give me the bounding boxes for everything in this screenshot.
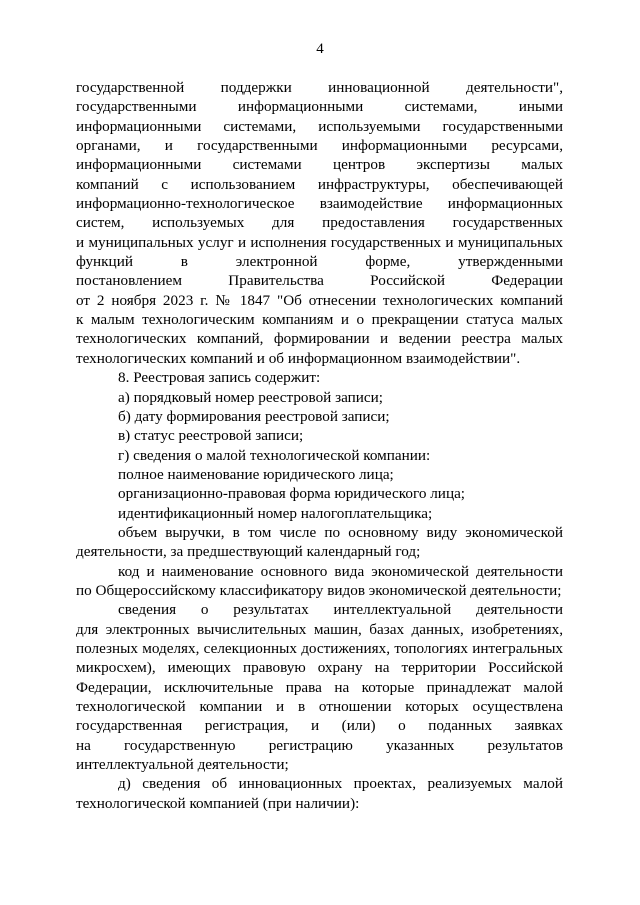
- text-line: микросхем), имеющих правовую охрану на территории Российской: [76, 659, 563, 677]
- text-line: технологической компании и в отношении которых осуществлена: [76, 698, 563, 715]
- list-item: а) порядковый номер реестровой записи;: [118, 388, 383, 406]
- paragraph-item-a: [76, 388, 563, 407]
- text-line: компаний с использованием инфраструктуры, обеспечивающей: [76, 175, 563, 193]
- list-item: организационно-правовая форма юридического лица;: [118, 485, 466, 503]
- text-line: д) сведения об инновационных проектах, реализуемых малой: [118, 775, 563, 793]
- text-line: государственной поддержки инновационной деятельности",: [76, 79, 563, 96]
- text-line: объем выручки, в том числе по основному виду экономической: [118, 523, 563, 541]
- paragraph-clause-8: [76, 368, 563, 387]
- text-line: технологических компаний и об информационном взаимодействии".: [76, 349, 521, 367]
- paragraph-intellectual-property: [76, 600, 563, 774]
- clause-heading: 8. Реестровая запись содержит:: [118, 369, 321, 387]
- text-line: систем, используемых для предоставления государственных: [76, 214, 563, 232]
- text-line: сведения о результатах интеллектуальной деятельности: [118, 601, 563, 619]
- paragraph-continuation: [76, 78, 563, 368]
- text-line: к малым технологическим компаниям и о прекращении статуса малых: [76, 311, 563, 329]
- list-item: полное наименование юридического лица;: [118, 465, 394, 483]
- text-line: по Общероссийскому классификатору видов экономической деятельности;: [76, 581, 562, 599]
- text-line: функций в электронной форме, утвержденными: [76, 253, 563, 271]
- text-line: от 2 ноября 2023 г. № 1847 "Об отнесении технологических компаний: [76, 291, 563, 309]
- list-item: г) сведения о малой технологической компании:: [118, 446, 431, 464]
- paragraph-revenue: [76, 523, 563, 562]
- list-item: в) статус реестровой записи;: [118, 427, 304, 445]
- paragraph-item-g: [76, 446, 563, 465]
- text-line: постановлением Правительства Российской Федерации: [76, 272, 563, 290]
- page-number: 4: [316, 41, 324, 57]
- text-line: органами, и государственными информационными ресурсами,: [76, 137, 563, 155]
- text-line: технологической компанией (при наличии):: [76, 794, 360, 812]
- paragraph-item-b: [76, 407, 563, 426]
- text-line: интеллектуальной деятельности;: [76, 756, 289, 774]
- document-body: [76, 78, 563, 813]
- text-line: государственная регистрация, и (или) о поданных заявках: [76, 717, 563, 735]
- text-line: код и наименование основного вида экономической деятельности: [118, 562, 563, 580]
- text-line: технологических компаний, формировании и ведении реестра малых: [76, 330, 563, 348]
- paragraph-full-name: [76, 465, 563, 484]
- list-item: б) дату формирования реестровой записи;: [118, 407, 390, 425]
- text-line: и муниципальных услуг и исполнения государственных и муниципальных: [76, 233, 563, 251]
- text-line: информационными системами, используемыми государственными: [76, 117, 563, 135]
- text-line: информационными системами центров экспертизы малых: [76, 156, 563, 174]
- text-line: Федерации, исключительные права на которые принадлежат малой: [76, 678, 563, 696]
- text-line: деятельности, за предшествующий календарный год;: [76, 543, 421, 561]
- paragraph-item-d: [76, 774, 563, 813]
- list-item: идентификационный номер налогоплательщика;: [118, 504, 433, 522]
- text-line: информационно-технологическое взаимодействие информационных: [76, 195, 563, 213]
- text-line: полезных моделях, селекционных достижениях, топологиях интегральных: [76, 639, 563, 657]
- paragraph-inn: [76, 504, 563, 523]
- paragraph-okved: [76, 562, 563, 601]
- paragraph-item-v: [76, 426, 563, 445]
- text-line: для электронных вычислительных машин, базах данных, изобретениях,: [76, 620, 563, 638]
- text-line: государственными информационными системами, иными: [76, 98, 563, 116]
- paragraph-legal-form: [76, 484, 563, 503]
- text-line: на государственную регистрацию указанных результатов: [76, 736, 563, 754]
